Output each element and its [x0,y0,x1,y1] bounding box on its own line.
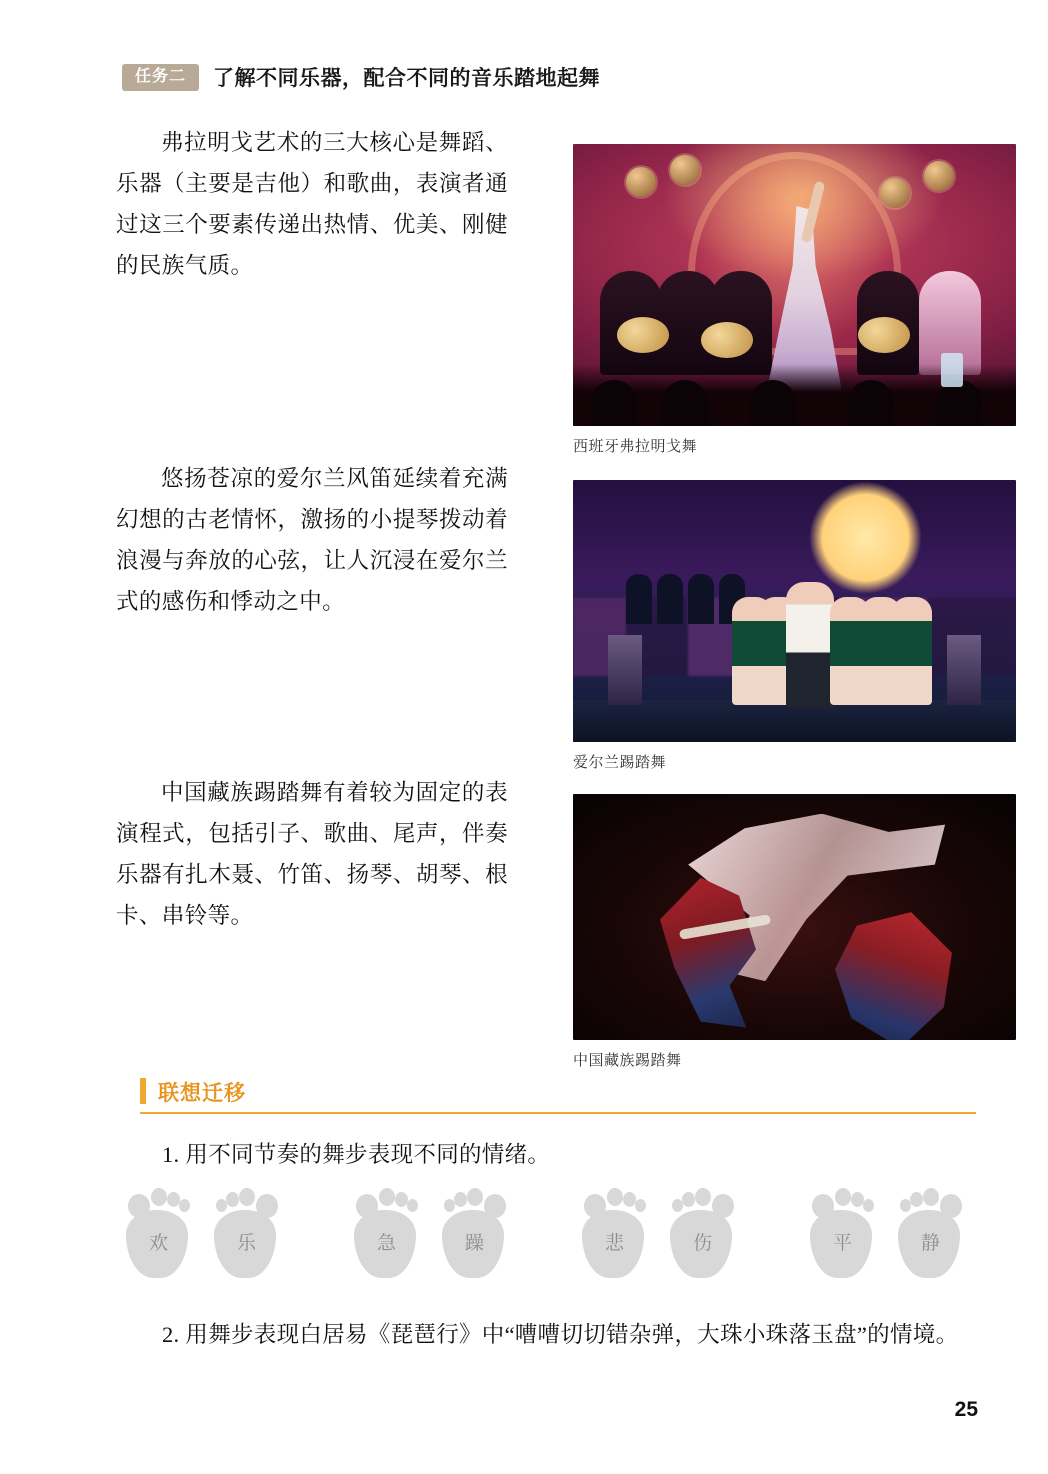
toe-icon [835,1188,851,1206]
footprint-left-4 [806,1188,880,1280]
toe-icon [407,1199,418,1212]
toe-icon [216,1199,227,1212]
wall-pot-2 [670,155,700,185]
guitar-1 [617,317,669,353]
task-title: 了解不同乐器，配合不同的音乐踏地起舞 [213,67,601,90]
stage-musician-1 [626,574,652,624]
footprint-row [122,1182,978,1282]
toe-icon [695,1188,711,1206]
body-paragraph-1: 弗拉明戈艺术的三大核心是舞蹈、乐器（主要是吉他）和歌曲，表演者通过这三个要素传递出热情、优美、刚健的民族气质。 [116,130,508,278]
tibetan-dancer-right [827,912,963,1040]
figure-caption-irish: 爱尔兰踢踏舞 [573,754,667,771]
toe-icon [454,1192,467,1207]
footprint-word: 急 [376,1233,397,1254]
toe-icon [379,1188,395,1206]
body-paragraph-3: 中国藏族踢踏舞有着较为固定的表演程式，包括引子、歌曲、尾声，伴奏乐器有扎木聂、竹笛、扬琴、胡琴、根卡、串铃等。 [116,780,508,928]
toe-icon [151,1188,167,1206]
stage-pillar-2 [947,635,981,705]
footprint-right-3 [666,1188,740,1280]
toe-icon [467,1188,483,1206]
footprint-left-3 [578,1188,652,1280]
footprint-left-1 [122,1188,196,1280]
wall-pot-1 [626,167,656,197]
figure-caption-tibetan: 中国藏族踢踏舞 [573,1052,682,1069]
figure-tibetan-dance [573,794,1016,1070]
toe-icon [863,1199,874,1212]
toe-icon [635,1199,646,1212]
footprint-right-4 [894,1188,968,1280]
toe-icon [444,1199,455,1212]
body-paragraph-2: 悠扬苍凉的爱尔兰风笛延续着充满幻想的古老情怀，激扬的小提琴拨动着浪漫与奔放的心弦，让人沉浸在爱尔兰式的感伤和悸动之中。 [116,466,508,614]
exercise-item-1: 1. 用不同节奏的舞步表现不同的情绪。 [162,1142,551,1167]
toe-icon [910,1192,923,1207]
audience-head-2 [662,380,708,426]
toe-icon [179,1199,190,1212]
footprint-word: 平 [832,1233,853,1254]
section-accent-bar [140,1078,146,1104]
page-number: 25 [954,1398,978,1421]
toe-icon [900,1199,911,1212]
toe-icon [682,1192,695,1207]
guitar-3 [858,317,910,353]
audience-phone [941,353,963,387]
footprint-word: 躁 [464,1233,485,1254]
task-badge: 任务二 [122,64,199,91]
figure-flamenco [573,144,1016,456]
toe-icon [672,1199,683,1212]
footprint-right-1 [210,1188,284,1280]
figure-irish-dance [573,480,1016,772]
irish-dancer-5 [892,597,932,705]
wall-pot-4 [880,178,910,208]
toe-icon [226,1192,239,1207]
audience-head-1 [591,380,637,426]
task-header [122,62,600,92]
stage-musician-3 [688,574,714,624]
section-divider [140,1112,976,1114]
wall-pot-3 [924,161,954,191]
footprint-word: 乐 [236,1233,257,1254]
toe-icon [239,1188,255,1206]
toe-icon [607,1188,623,1206]
stage-musician-2 [657,574,683,624]
figure-caption-flamenco: 西班牙弗拉明戈舞 [573,438,698,455]
footprint-word: 伤 [692,1233,713,1254]
irish-lead-dancer [786,582,834,708]
photo-irish-stage [573,480,1016,742]
footprint-word: 静 [920,1233,941,1254]
audience-head-3 [750,380,796,426]
section-heading-label: 联想迁移 [158,1082,246,1105]
stage-pillar-1 [608,635,642,705]
footprint-word: 欢 [148,1233,169,1254]
footprint-right-2 [438,1188,512,1280]
section-heading [140,1074,976,1114]
exercise-item-2: 2. 用舞步表现白居易《琵琶行》中“嘈嘈切切错杂弹，大珠小珠落玉盘”的情境。 [162,1322,959,1347]
audience-head-4 [848,380,894,426]
footprint-left-2 [350,1188,424,1280]
photo-tibetan-stage [573,794,1016,1040]
photo-flamenco-stage [573,144,1016,426]
footprint-word: 悲 [604,1233,625,1254]
audience-head-5 [936,380,982,426]
toe-icon [923,1188,939,1206]
